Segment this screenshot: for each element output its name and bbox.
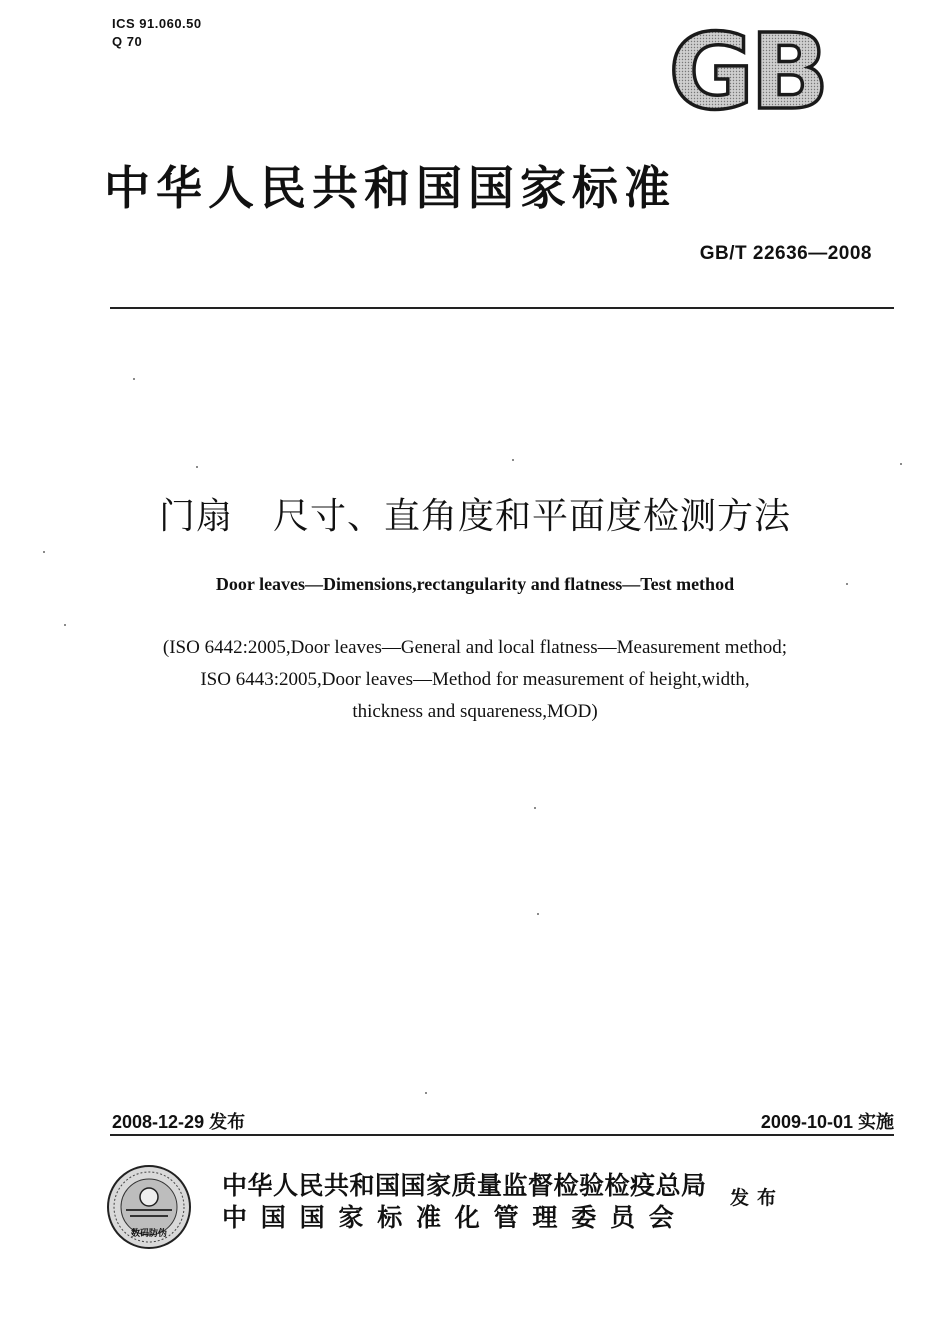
- iso-reference-line-1: (ISO 6442:2005,Door leaves—General and local flatness—Measurement method;: [162, 637, 788, 658]
- classification-code: Q 70: [112, 34, 143, 49]
- bottom-divider: [110, 1134, 894, 1136]
- scan-speck: [900, 463, 902, 465]
- scan-speck: [537, 913, 539, 915]
- chinese-title: [0, 488, 950, 539]
- scan-speck: [43, 551, 45, 553]
- publish-label: 发布: [730, 1187, 785, 1209]
- chinese-title-part2: 尺寸、直角度和平面度检测方法: [273, 496, 792, 537]
- top-divider: [110, 307, 894, 309]
- ics-code: ICS 91.060.50: [112, 16, 202, 31]
- national-standard-title: 中华人民共和国国家标准: [104, 161, 676, 215]
- issue-date: 2008-12-29 发布: [112, 1112, 246, 1132]
- gb-logo-text: GB: [668, 22, 826, 122]
- scan-speck: [133, 378, 135, 380]
- iso-reference-line-2: ISO 6443:2005,Door leaves—Method for measurement of height,width,: [200, 669, 750, 690]
- seal-text: 数码防伪: [130, 1229, 168, 1239]
- scan-speck: [512, 459, 514, 461]
- scan-speck: [425, 1092, 427, 1094]
- scan-speck: [64, 624, 66, 626]
- english-title: Door leaves—Dimensions,rectangularity and flatness—Test method: [215, 574, 735, 594]
- chinese-title-part1: 门扇: [158, 496, 233, 537]
- scan-speck: [534, 807, 536, 809]
- iso-reference-line-3: thickness and squareness,MOD): [352, 701, 598, 722]
- gb-logo: [648, 22, 846, 122]
- issuer-org-2: 中国国家标准化管理委员会: [222, 1203, 688, 1232]
- standard-number: GB/T 22636—2008: [699, 243, 872, 264]
- anti-counterfeit-seal: [106, 1164, 192, 1250]
- scan-speck: [846, 583, 848, 585]
- implementation-date: 2009-10-01 实施: [760, 1112, 894, 1132]
- issuer-org-1: 中华人民共和国国家质量监督检验检疫总局: [222, 1171, 707, 1200]
- scan-speck: [196, 466, 198, 468]
